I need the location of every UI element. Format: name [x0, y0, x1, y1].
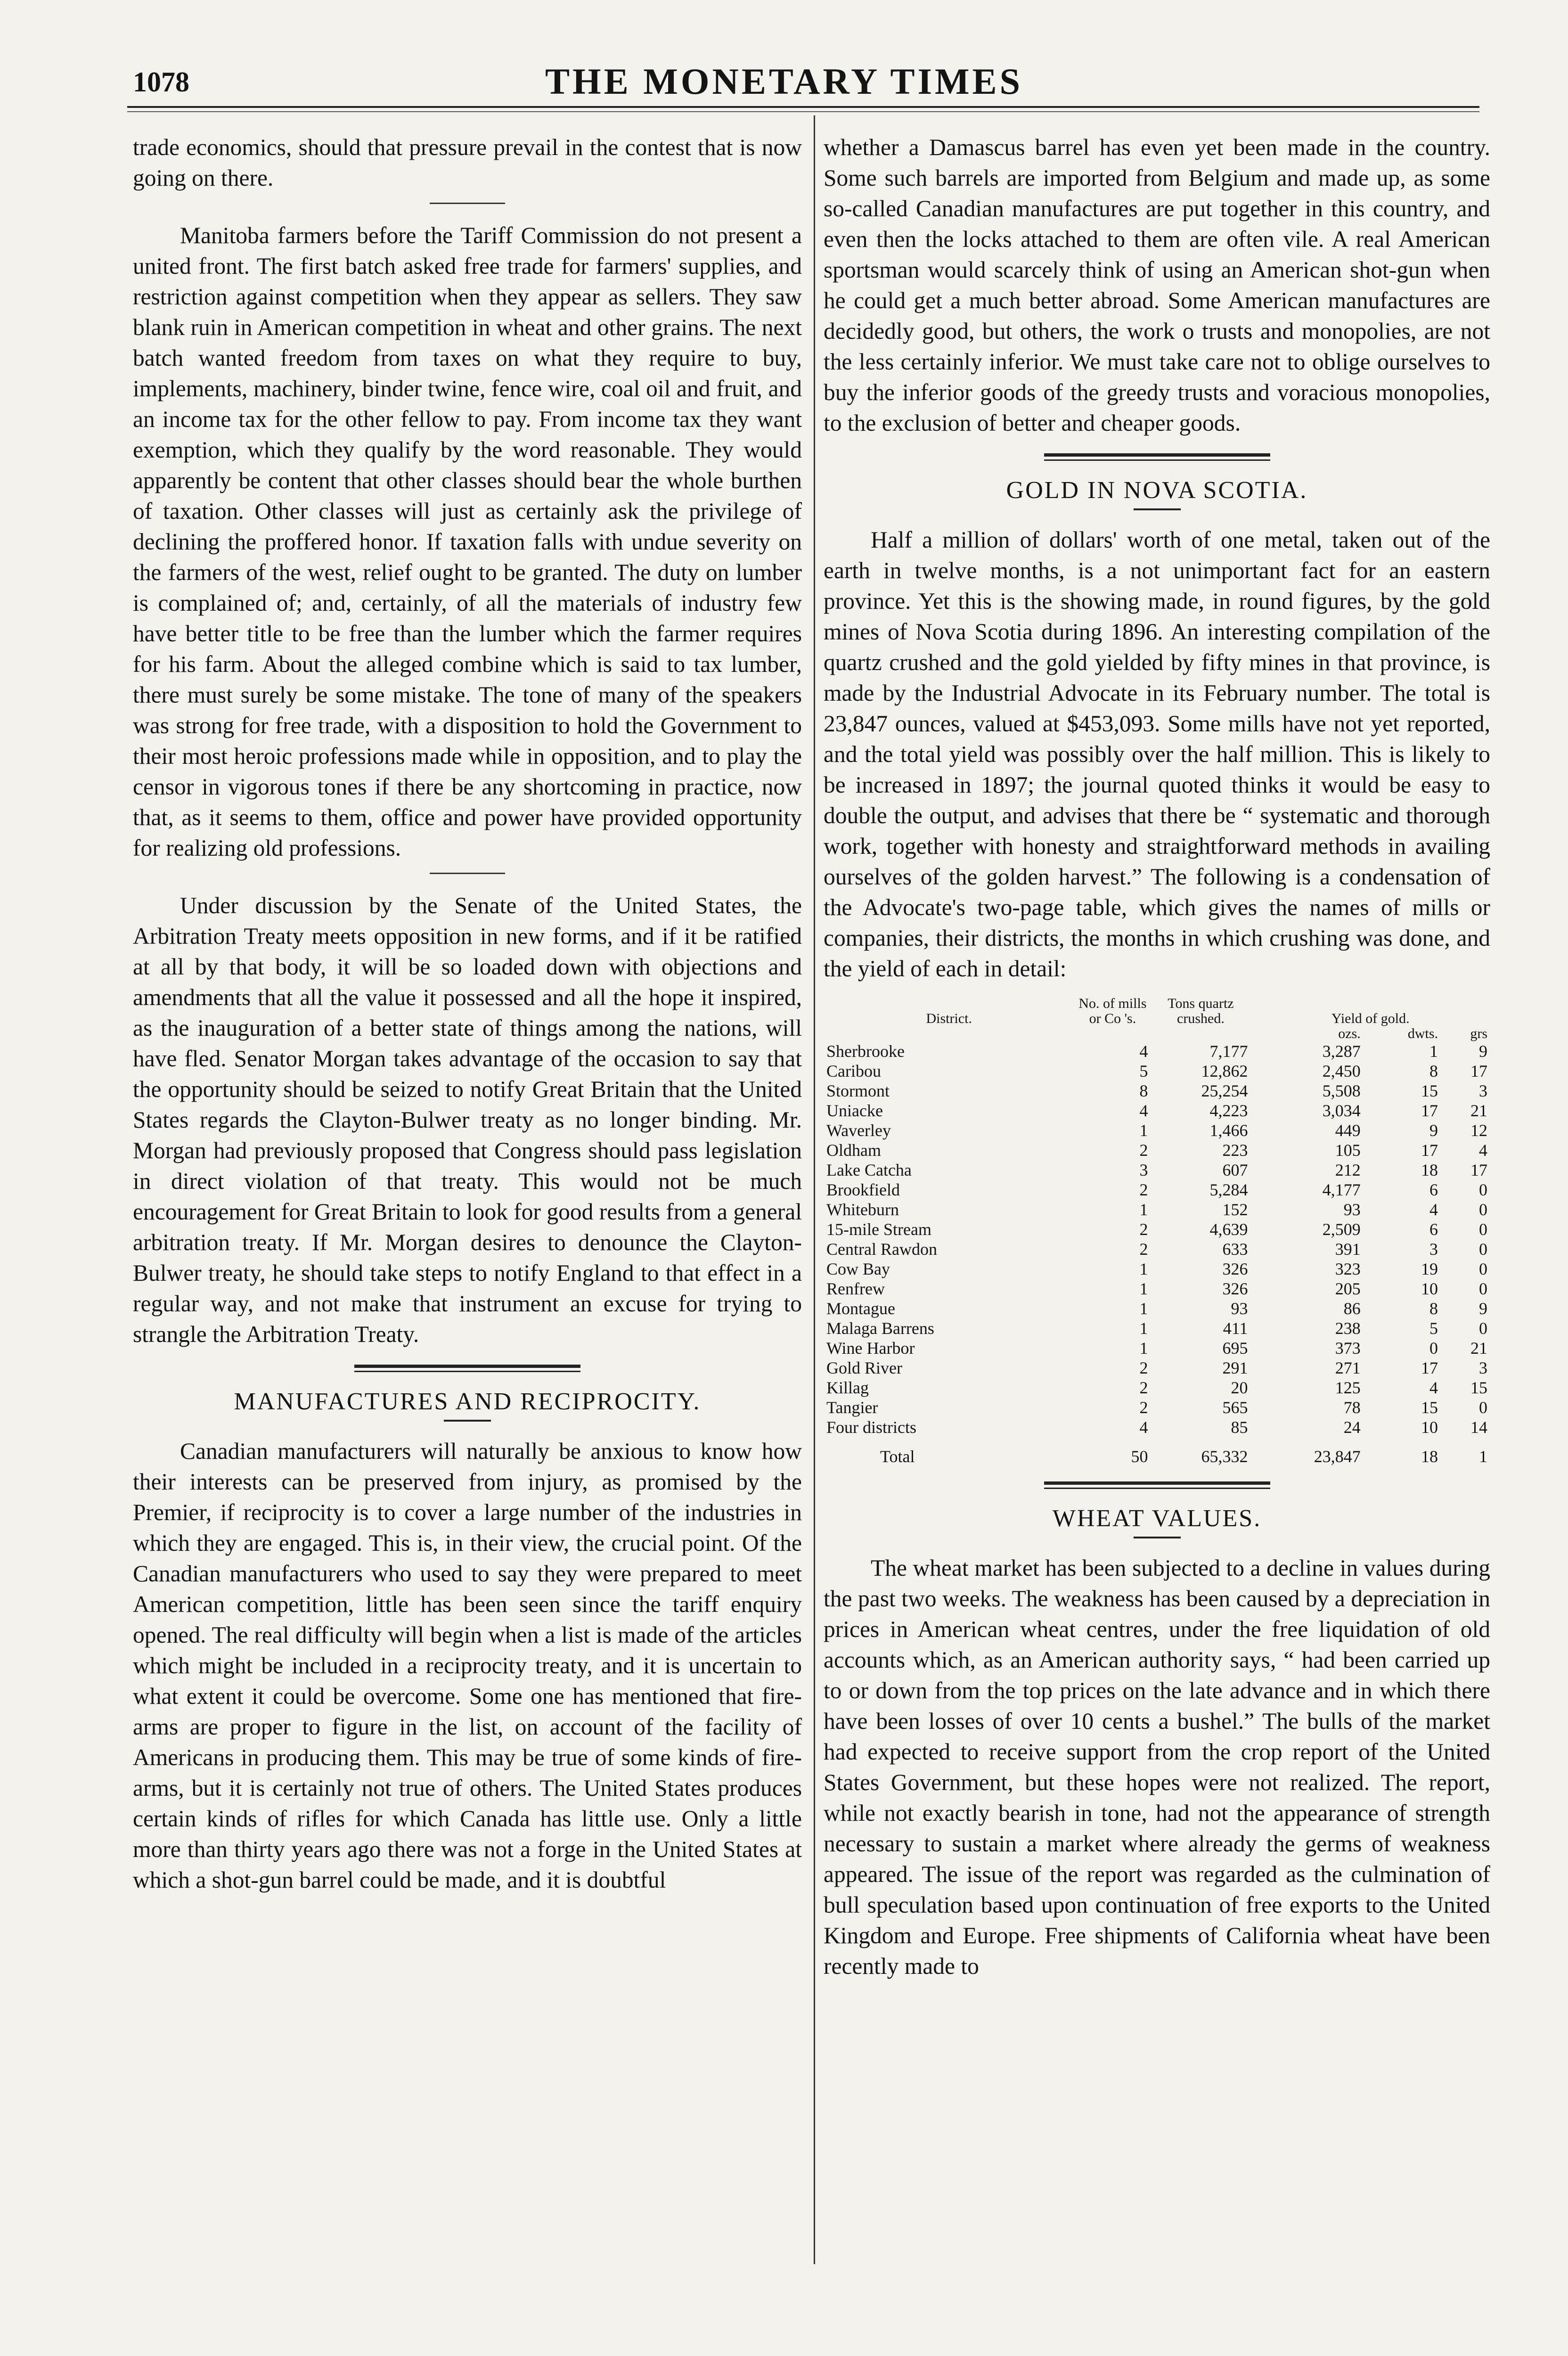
cell-district: Wine Harbor: [826, 1339, 915, 1358]
cell-district: Tangier: [826, 1398, 878, 1417]
left-paragraph-1: trade economics, should that pressure prevail in the contest that is now going on there.: [133, 134, 802, 191]
cell-ozs: 125: [1335, 1378, 1361, 1397]
section-rule: [354, 1365, 580, 1368]
cell-tons: 7,177: [1209, 1042, 1248, 1061]
cell-district: Montague: [826, 1299, 895, 1318]
section-rule-thin: [1044, 459, 1270, 461]
table-row: [824, 1239, 1490, 1259]
cell-tons: 65,332: [1201, 1447, 1248, 1466]
cell-dwts: 19: [1421, 1260, 1438, 1278]
cell-tons: 607: [1222, 1161, 1248, 1179]
header-yield: Yield of gold.: [1331, 1011, 1410, 1026]
header-grs: grs: [1470, 1026, 1487, 1041]
cell-grs: 12: [1470, 1121, 1487, 1140]
cell-grs: 17: [1470, 1062, 1487, 1080]
cell-tons: 411: [1223, 1319, 1248, 1338]
cell-district: Brookfield: [826, 1180, 900, 1199]
cell-mills: 2: [1139, 1220, 1148, 1239]
title-rule: [444, 1420, 491, 1422]
cell-ozs: 93: [1343, 1200, 1361, 1219]
cell-ozs: 373: [1335, 1339, 1361, 1358]
cell-mills: 1: [1139, 1260, 1148, 1278]
cell-mills: 2: [1139, 1180, 1148, 1199]
page-number: 1078: [133, 66, 189, 98]
table-row: [824, 1101, 1490, 1121]
cell-mills: 2: [1139, 1240, 1148, 1259]
column-divider: [814, 115, 815, 2264]
cell-district: Oldham: [826, 1141, 881, 1160]
table-row: [824, 1180, 1490, 1200]
cell-ozs: 271: [1335, 1358, 1361, 1377]
left-paragraph-4: Canadian manufacturers will naturally be anxious to know how their interests can be preserved from injury, as promised by the Premier, if reciprocity is to cover a large number of the industries in which they are engaged. This is, in their view, the crucial point. Of the Canadian manufacturers who used to say they were prepared to meet American competition, little has been seen since the tariff enquiry opened. The real difficulty will begin when a list is made of the articles which might be included in a reciprocity treaty, and it is uncertain to what extent it could be overcome. Some one has mentioned that fire-arms are proper to figure in the list, on account of the facility of Americans in producing them. This may be true of some kinds of fire-arms, but it is certainly not true of others. The United States produces certain kinds of rifles for which Canada has little use. Only a little more than thirty years ago there was not a forge in the United States at which a shot-gun barrel could be made, and it is doubtful: [133, 1438, 802, 1893]
cell-grs: 0: [1479, 1180, 1487, 1199]
table-row: [824, 1358, 1490, 1378]
cell-dwts: 8: [1429, 1299, 1438, 1318]
table-row: [824, 1378, 1490, 1398]
header-rule: [127, 106, 1479, 108]
cell-dwts: 17: [1421, 1101, 1438, 1120]
cell-district: Central Rawdon: [826, 1240, 937, 1259]
cell-tons: 326: [1222, 1279, 1248, 1298]
cell-ozs: 2,450: [1322, 1062, 1361, 1080]
cell-tons: 695: [1222, 1339, 1248, 1358]
cell-ozs: 449: [1335, 1121, 1361, 1140]
cell-tons: 4,223: [1209, 1101, 1248, 1120]
cell-dwts: 6: [1429, 1220, 1438, 1239]
cell-dwts: 10: [1421, 1418, 1438, 1437]
cell-tons: 1,466: [1209, 1121, 1248, 1140]
cell-mills: 2: [1139, 1398, 1148, 1417]
right-paragraph-2: Half a million of dollars' worth of one metal, taken out of the earth in twelve months, is a not unimportant fact for an eastern province. Yet this is the showing made, in round figures, by the gold mines of Nova Scotia during 1896. An interesting compilation of the quartz crushed and the gold yielded by fifty mines in that province, is made by the Industrial Advocate in its February number. The total is 23,847 ounces, valued at $453,093. Some mills have not yet reported, and the total yield was possibly over the half million. This is likely to be increased in 1897; the journal quoted thinks it would be easy to double the output, and advises that there be “ systematic and thorough work, together with honesty and straightforward methods in availing ourselves of the golden harvest.” The following is a condensation of the Advocate's two-page table, which gives the names of mills or companies, their districts, the months in which crushing was done, and the yield of each in detail:: [824, 527, 1490, 982]
cell-district: Total: [880, 1447, 915, 1466]
cell-grs: 0: [1479, 1220, 1487, 1239]
cell-dwts: 4: [1429, 1378, 1438, 1397]
cell-ozs: 3,034: [1322, 1101, 1361, 1120]
cell-district: Waverley: [826, 1121, 891, 1140]
section-title-manufactures: MANUFACTURES AND RECIPROCITY.: [234, 1388, 701, 1415]
cell-dwts: 4: [1429, 1200, 1438, 1219]
cell-ozs: 205: [1335, 1279, 1361, 1298]
table-row: [824, 1041, 1490, 1061]
section-rule-thin: [1044, 1488, 1270, 1489]
cell-tons: 326: [1222, 1260, 1248, 1278]
cell-dwts: 5: [1429, 1319, 1438, 1338]
cell-ozs: 24: [1343, 1418, 1361, 1437]
right-paragraph-1: whether a Damascus barrel has even yet been made in the country. Some such barrels are imported from Belgium and made up, as some so-called Canadian manufactures are put together in this country, and even then the locks attached to them are often vile. A real American sportsman would scarcely think of using an American shot-gun when he could get a much better abroad. Some American manufactures are decidedly good, but others, the work o trusts and monopolies, are not the less certainly inferior. We must take care not to oblige ourselves to buy the inferior goods of the greedy trusts and voracious monopolies, to the exclusion of better and cheaper goods.: [824, 134, 1490, 436]
cell-mills: 50: [1131, 1447, 1148, 1466]
cell-grs: 0: [1479, 1398, 1487, 1417]
cell-grs: 0: [1479, 1240, 1487, 1259]
cell-ozs: 3,287: [1322, 1042, 1361, 1061]
table-row: [824, 1160, 1490, 1180]
table-row: [824, 1299, 1490, 1318]
cell-grs: 3: [1479, 1081, 1487, 1100]
cell-district: Caribou: [826, 1062, 881, 1080]
cell-tons: 4,639: [1209, 1220, 1248, 1239]
cell-mills: 3: [1139, 1161, 1148, 1179]
cell-district: Stormont: [826, 1081, 890, 1100]
cell-grs: 3: [1479, 1358, 1487, 1377]
cell-mills: 1: [1139, 1299, 1148, 1318]
cell-dwts: 6: [1429, 1180, 1438, 1199]
cell-ozs: 105: [1335, 1141, 1361, 1160]
cell-dwts: 3: [1429, 1240, 1438, 1259]
cell-district: Killag: [826, 1378, 869, 1397]
cell-grs: 0: [1479, 1200, 1487, 1219]
cell-tons: 291: [1222, 1358, 1248, 1377]
cell-mills: 2: [1139, 1378, 1148, 1397]
cell-ozs: 391: [1335, 1240, 1361, 1259]
header-tons: Tons quartz crushed.: [1168, 996, 1234, 1026]
cell-district: Sherbrooke: [826, 1042, 905, 1061]
cell-mills: 1: [1139, 1121, 1148, 1140]
table-row: [824, 1338, 1490, 1358]
separator: [430, 203, 505, 204]
cell-mills: 8: [1139, 1081, 1148, 1100]
cell-grs: 15: [1470, 1378, 1487, 1397]
cell-district: Uniacke: [826, 1101, 883, 1120]
table-row: [824, 1279, 1490, 1299]
cell-tons: 152: [1222, 1200, 1248, 1219]
cell-tons: 12,862: [1201, 1062, 1248, 1080]
masthead: THE MONETARY TIMES: [545, 61, 1023, 102]
right-paragraph-3: The wheat market has been subjected to a decline in values during the past two weeks. The weakness has been caused by a depreciation in prices in American wheat centres, under the free liquidation of old accounts which, as an American authority says, “ had been carried up to or down from the top prices on the late advance and in which there have been losses of over 10 cents a bushel.” The bulls of the market had expected to receive support from the crop report of the United States Government, but these hopes were not realized. The report, while not exactly bearish in tone, had not the appearance of strength necessary to sustain a market where already the germs of weakness appeared. The issue of the report was regarded as the culmination of bull speculation based upon continuation of free exports to the United Kingdom and Europe. Free shipments of California wheat have been recently made to: [824, 1555, 1490, 1979]
cell-grs: 21: [1470, 1339, 1487, 1358]
cell-grs: 1: [1479, 1447, 1487, 1466]
cell-dwts: 18: [1421, 1447, 1438, 1466]
cell-mills: 1: [1139, 1279, 1148, 1298]
section-title-wheat: WHEAT VALUES.: [1052, 1505, 1262, 1532]
cell-dwts: 8: [1429, 1062, 1438, 1080]
table-row: [824, 1081, 1490, 1101]
table-row: [824, 1061, 1490, 1081]
section-rule: [1044, 1481, 1270, 1485]
left-column: [133, 132, 802, 1895]
cell-grs: 21: [1470, 1101, 1487, 1120]
cell-ozs: 5,508: [1322, 1081, 1361, 1100]
header-ozs: ozs.: [1338, 1026, 1361, 1041]
cell-dwts: 18: [1421, 1161, 1438, 1179]
cell-grs: 4: [1479, 1141, 1487, 1160]
cell-district: Four districts: [826, 1418, 917, 1437]
cell-tons: 85: [1231, 1418, 1248, 1437]
cell-district: Renfrew: [826, 1279, 885, 1298]
cell-ozs: 323: [1335, 1260, 1361, 1278]
section-rule-thin: [354, 1371, 580, 1372]
cell-grs: 0: [1479, 1279, 1487, 1298]
cell-dwts: 17: [1421, 1358, 1438, 1377]
cell-district: Cow Bay: [826, 1260, 890, 1278]
cell-tons: 93: [1231, 1299, 1248, 1318]
cell-mills: 5: [1139, 1062, 1148, 1080]
header-rule-thin: [127, 111, 1479, 112]
cell-tons: 20: [1231, 1378, 1248, 1397]
cell-ozs: 78: [1343, 1398, 1361, 1417]
cell-tons: 633: [1222, 1240, 1248, 1259]
table-row: [824, 1398, 1490, 1417]
cell-grs: 17: [1470, 1161, 1487, 1179]
cell-grs: 9: [1479, 1299, 1487, 1318]
cell-tons: 223: [1222, 1141, 1248, 1160]
title-rule: [1134, 508, 1181, 510]
cell-dwts: 10: [1421, 1279, 1438, 1298]
table-row: [824, 1140, 1490, 1160]
cell-grs: 9: [1479, 1042, 1487, 1061]
cell-ozs: 4,177: [1322, 1180, 1361, 1199]
cell-dwts: 0: [1429, 1339, 1438, 1358]
cell-ozs: 23,847: [1314, 1447, 1361, 1466]
table-row: [824, 1259, 1490, 1279]
section-rule: [1044, 453, 1270, 457]
header-district: District.: [926, 1011, 972, 1026]
cell-tons: 5,284: [1209, 1180, 1248, 1199]
cell-ozs: 212: [1335, 1161, 1361, 1179]
cell-district: Lake Catcha: [826, 1161, 912, 1179]
cell-mills: 4: [1139, 1042, 1148, 1061]
cell-mills: 4: [1139, 1418, 1148, 1437]
table-total-row: [824, 1437, 1490, 1466]
table-row: [824, 1219, 1490, 1239]
cell-district: Malaga Barrens: [826, 1319, 934, 1338]
left-paragraph-2: Manitoba farmers before the Tariff Commission do not present a united front. The first batch asked free trade for farmers' supplies, and restriction against competition when they appear as sellers. They saw blank ruin in American competition in wheat and other grains. The next batch wanted freedom from taxes on what they require to buy, implements, machinery, binder twine, fence wire, coal oil and fruit, and an income tax for the other fellow to pay. From income tax they want exemption, which they qualify by the word reasonable. They would apparently be content that other classes should bear the whole burthen of taxation. Other classes will just as certainly ask the privilege of declining the proffered honor. If taxation falls with undue severity on the farmers of the west, relief ought to be granted. The duty on lumber is complained of; and, certainly, of all the materials of industry few have better title to be free than the lumber which the farmer requires for his farm. About the alleged combine which is said to tax lumber, there must surely be some mistake. The tone of many of the speakers was strong for free trade, with a disposition to hold the Government to their most heroic professions made while in opposition, and to play the censor in vigorous tones if there be any shortcoming in practice, now that, as it seems to them, office and power have provided opportunity for realizing old professions.: [133, 222, 802, 861]
cell-mills: 1: [1139, 1200, 1148, 1219]
cell-mills: 2: [1139, 1358, 1148, 1377]
table-row: [824, 1417, 1490, 1437]
header-mills: No. of mills or Co 's.: [1078, 996, 1147, 1026]
cell-district: 15-mile Stream: [826, 1220, 931, 1239]
cell-ozs: 2,509: [1322, 1220, 1361, 1239]
cell-ozs: 238: [1335, 1319, 1361, 1338]
cell-dwts: 15: [1421, 1398, 1438, 1417]
separator: [430, 873, 505, 874]
table-row: [824, 1200, 1490, 1219]
cell-mills: 2: [1139, 1141, 1148, 1160]
cell-grs: 14: [1470, 1418, 1487, 1437]
section-title-gold: GOLD IN NOVA SCOTIA.: [1006, 477, 1308, 504]
cell-dwts: 15: [1421, 1081, 1438, 1100]
cell-ozs: 86: [1343, 1299, 1361, 1318]
left-paragraph-3: Under discussion by the Senate of the United States, the Arbitration Treaty meets opposition in new forms, and if it be ratified at all by that body, it will be so loaded down with objections and amendments that all the value it possessed and all the hope it inspired, as the inauguration of a better state of things among the nations, will have fled. Senator Morgan takes advantage of the occasion to say that the opportunity should be seized to notify Great Britain that the United States regards the Clayton-Bulwer treaty as no longer binding. Mr. Morgan had previously proposed that Congress should pass legislation in direct violation of that treaty. This would not be much encouragement for Great Britain to look for good results from a general arbitration treaty. If Mr. Morgan desires to denounce the Clayton-Bulwer treaty, he should take steps to notify England to that effect in a regular way, and not make that instrument an excuse for trying to strangle the Arbitration Treaty.: [133, 892, 802, 1347]
cell-tons: 25,254: [1201, 1081, 1248, 1100]
cell-grs: 0: [1479, 1319, 1487, 1338]
gold-yield-table: [824, 996, 1490, 1466]
cell-dwts: 17: [1421, 1141, 1438, 1160]
cell-district: Whiteburn: [826, 1200, 899, 1219]
cell-tons: 565: [1222, 1398, 1248, 1417]
cell-grs: 0: [1479, 1260, 1487, 1278]
table-row: [824, 1318, 1490, 1338]
cell-dwts: 1: [1429, 1042, 1438, 1061]
cell-mills: 1: [1139, 1339, 1148, 1358]
cell-mills: 4: [1139, 1101, 1148, 1120]
title-rule: [1134, 1537, 1181, 1538]
cell-mills: 1: [1139, 1319, 1148, 1338]
table-row: [824, 1121, 1490, 1140]
header-dwts: dwts.: [1407, 1026, 1438, 1041]
right-column: [824, 132, 1490, 1981]
cell-district: Gold River: [826, 1358, 902, 1377]
cell-dwts: 9: [1429, 1121, 1438, 1140]
